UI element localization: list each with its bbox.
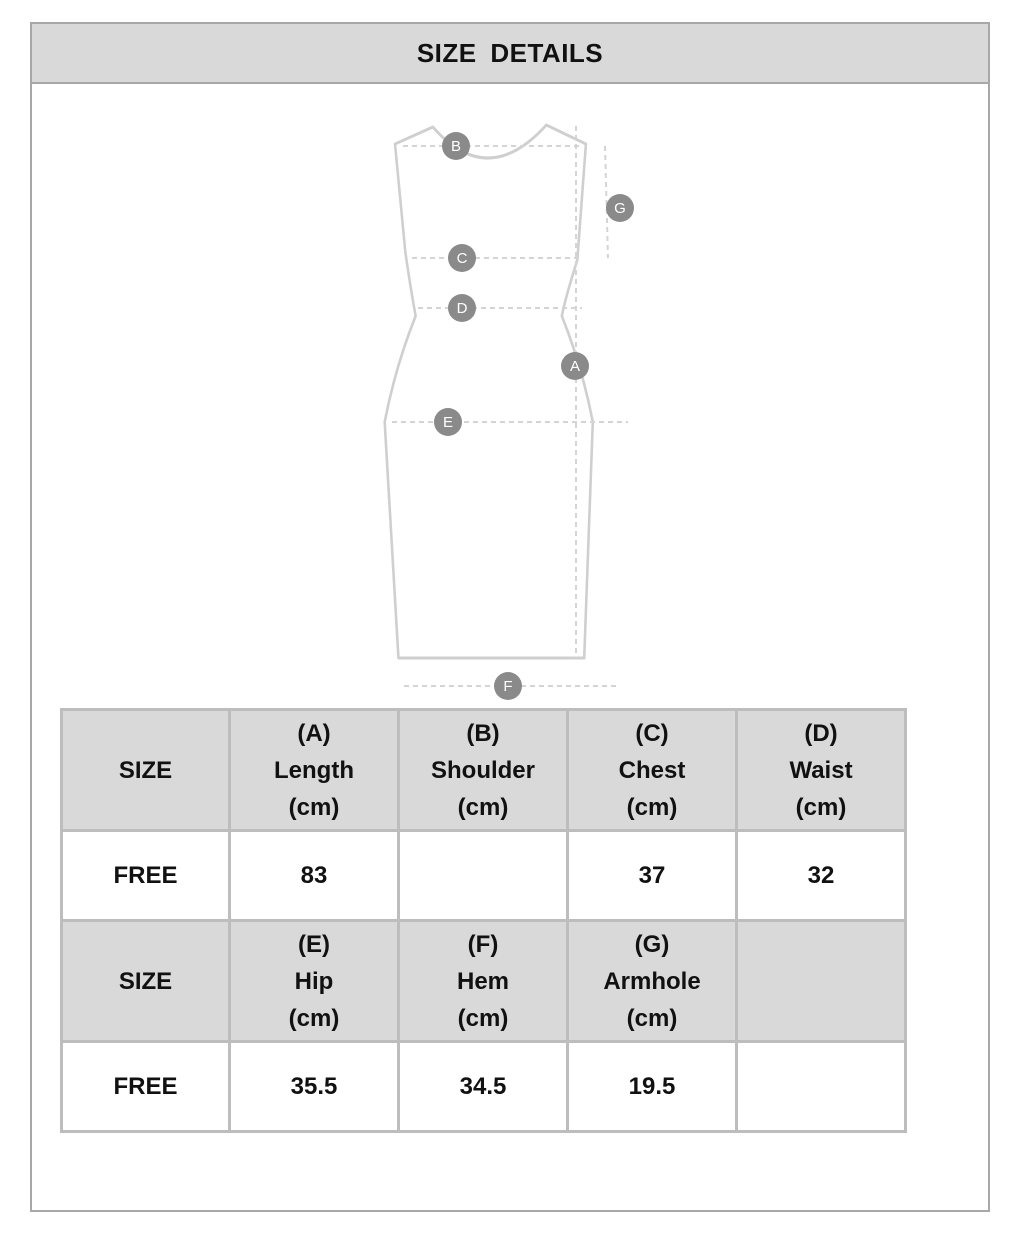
svg-text:F: F xyxy=(503,678,513,695)
cell-text: (cm) xyxy=(288,793,340,821)
cell-text: (cm) xyxy=(457,1004,509,1032)
cell-text: Hip xyxy=(294,967,334,995)
cell-text: (F) xyxy=(467,930,499,958)
header-cell xyxy=(399,921,568,1042)
cell-text: 35.5 xyxy=(290,1073,338,1100)
cell-text: (C) xyxy=(635,719,669,747)
cell-text: (cm) xyxy=(288,1004,340,1032)
header-cell xyxy=(737,710,906,831)
marker-g-icon xyxy=(606,194,634,222)
cell-text: SIZE xyxy=(118,756,173,784)
cell-text: (cm) xyxy=(795,793,847,821)
marker-e-icon xyxy=(434,408,462,436)
dress-outline-icon xyxy=(360,100,626,700)
cell-text: (A) xyxy=(297,719,331,747)
value-cell xyxy=(737,1042,906,1132)
value-cell xyxy=(568,831,737,921)
cell-text: (D) xyxy=(804,719,838,747)
cell-text: Hem xyxy=(456,967,510,995)
cell-text: (cm) xyxy=(626,793,678,821)
svg-text:E: E xyxy=(442,414,454,431)
cell-text: FREE xyxy=(113,862,178,889)
svg-text:A: A xyxy=(569,358,581,375)
cell-text: 37 xyxy=(638,862,666,889)
cell-text: (cm) xyxy=(457,793,509,821)
value-row xyxy=(62,1042,906,1132)
value-cell xyxy=(230,831,399,921)
svg-text:G: G xyxy=(614,200,626,217)
value-cell xyxy=(62,1042,230,1132)
header-cell xyxy=(568,710,737,831)
size-table xyxy=(60,708,907,1133)
cell-text: 19.5 xyxy=(628,1073,676,1100)
value-cell xyxy=(230,1042,399,1132)
cell-text: Armhole xyxy=(603,967,701,995)
cell-text: 32 xyxy=(807,862,835,889)
header-cell xyxy=(568,921,737,1042)
marker-c-icon xyxy=(448,244,476,272)
header-cell xyxy=(737,921,906,1042)
cell-text: FREE xyxy=(113,1073,178,1100)
cell-text: Length xyxy=(274,756,354,784)
value-cell xyxy=(399,1042,568,1132)
header-cell xyxy=(62,921,230,1042)
cell-text: (cm) xyxy=(626,1004,678,1032)
cell-text: 83 xyxy=(300,862,328,889)
marker-f-icon xyxy=(494,672,522,700)
svg-text:D: D xyxy=(456,300,468,317)
cell-text: Shoulder xyxy=(430,756,535,784)
value-cell xyxy=(737,831,906,921)
svg-text:B: B xyxy=(450,138,462,155)
header-cell xyxy=(62,710,230,831)
header-row xyxy=(62,710,906,831)
cell-text: SIZE xyxy=(118,967,173,995)
value-cell xyxy=(62,831,230,921)
header-cell xyxy=(230,921,399,1042)
page-title: SIZE DETAILS xyxy=(32,24,988,84)
cell-text: Waist xyxy=(789,756,853,784)
cell-text: Chest xyxy=(618,756,686,784)
value-cell xyxy=(568,1042,737,1132)
cell-text: (G) xyxy=(634,930,670,958)
marker-d-icon xyxy=(448,294,476,322)
value-cell xyxy=(399,831,568,921)
marker-a-icon xyxy=(561,352,589,380)
svg-text:C: C xyxy=(456,250,468,267)
value-row xyxy=(62,831,906,921)
header-row xyxy=(62,921,906,1042)
cell-text: (E) xyxy=(298,930,330,958)
cell-text: (B) xyxy=(466,719,500,747)
cell-text: 34.5 xyxy=(459,1073,507,1100)
header-cell xyxy=(399,710,568,831)
header-cell xyxy=(230,710,399,831)
marker-b-icon xyxy=(442,132,470,160)
dress-measurement-diagram xyxy=(360,100,626,700)
